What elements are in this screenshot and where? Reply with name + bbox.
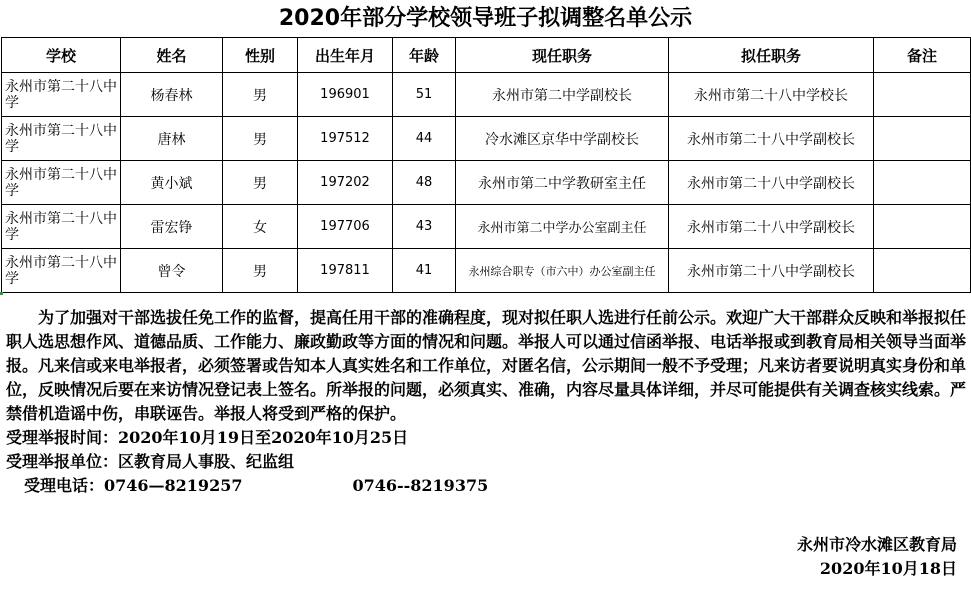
cell-note: [874, 205, 971, 249]
cell-note: [874, 161, 971, 205]
header-birth: 出生年月: [298, 38, 393, 73]
cell-proposed-position: 永州市第二十八中学副校长: [669, 205, 874, 249]
cell-birth: 197706: [298, 205, 393, 249]
table-row: [2, 117, 971, 161]
cell-note: [874, 249, 971, 293]
table-header-row: [2, 38, 971, 73]
page-title: 2020年部分学校领导班子拟调整名单公示: [278, 6, 693, 31]
cell-proposed-position: 永州市第二十八中学副校长: [669, 161, 874, 205]
cell-gender: 男: [223, 161, 298, 205]
cell-age: 41: [393, 249, 456, 293]
report-unit-line: 受理举报单位：区教育局人事股、纪监组: [6, 452, 295, 471]
cell-current-position: 永州市第二中学副校长: [456, 73, 669, 117]
header-age: 年龄: [393, 38, 456, 73]
cell-birth: 197512: [298, 117, 393, 161]
cell-birth: 197202: [298, 161, 393, 205]
cell-note: [874, 73, 971, 117]
table-row: [2, 205, 971, 249]
cell-gender: 男: [223, 73, 298, 117]
cell-name: 曾令: [121, 249, 223, 293]
cell-current-position: 永州市第二中学办公室副主任: [456, 205, 669, 249]
cell-proposed-position: 永州市第二十八中学副校长: [669, 117, 874, 161]
cell-age: 51: [393, 73, 456, 117]
cell-gender: 女: [223, 205, 298, 249]
cell-proposed-position: 永州市第二十八中学校长: [669, 73, 874, 117]
table-row: [2, 73, 971, 117]
cell-age: 43: [393, 205, 456, 249]
table-row: [2, 161, 971, 205]
header-name: 姓名: [121, 38, 223, 73]
cell-name: 杨春林: [121, 73, 223, 117]
roster-table: [1, 37, 971, 293]
cell-age: 44: [393, 117, 456, 161]
cell-name: 黄小斌: [121, 161, 223, 205]
cell-school: 永州市第二十八中学: [2, 205, 121, 249]
cell-corner-marker: [0, 292, 3, 295]
signature-org: 永州市冷水滩区教育局: [796, 535, 957, 554]
cell-school: 永州市第二十八中学: [2, 249, 121, 293]
report-phone-1: 受理电话：0746—8219257: [24, 476, 243, 495]
report-time-line: 受理举报时间：2020年10月19日至2020年10月25日: [6, 428, 409, 447]
cell-name: 唐林: [121, 117, 223, 161]
cell-note: [874, 117, 971, 161]
cell-school: 永州市第二十八中学: [2, 161, 121, 205]
header-current-position: 现任职务: [456, 38, 669, 73]
cell-age: 48: [393, 161, 456, 205]
notice-paragraph: 为了加强对干部选拔任免工作的监督，提高任用干部的准确程度，现对拟任职人选进行任前公示。欢迎广大干部群众反映和举报拟任职人选思想作风、道德品质、工作能力、廉政勤政等方面的情况和问题。举报人可以通过信函举报、电话举报或到教育局相关领导当面举报。凡来信或来电举报者，必须签署或告知本人真实姓名和工作单位，对匿名信，公示期间一般不予受理；凡来访者要说明真实身份和单位，反映情况后要在来访情况登记表上签名。所举报的问题，必须真实、准确，内容尽量具体详细，并尽可能提供有关调查核实线索。严禁借机造谣中伤，串联诬告。举报人将受到严格的保护。: [6, 308, 967, 423]
header-proposed-position: 拟任职务: [669, 38, 874, 73]
cell-school: 永州市第二十八中学: [2, 117, 121, 161]
cell-gender: 男: [223, 117, 298, 161]
cell-current-position: 冷水滩区京华中学副校长: [456, 117, 669, 161]
header-note: 备注: [874, 38, 971, 73]
report-phone-2: 0746--8219375: [352, 476, 489, 495]
header-school: 学校: [2, 38, 121, 73]
cell-name: 雷宏铮: [121, 205, 223, 249]
cell-current-position: 永州综合职专（市六中）办公室副主任: [456, 249, 669, 293]
cell-proposed-position: 永州市第二十八中学副校长: [669, 249, 874, 293]
cell-birth: 197811: [298, 249, 393, 293]
table-row: [2, 249, 971, 293]
cell-current-position: 永州市第二中学教研室主任: [456, 161, 669, 205]
cell-gender: 男: [223, 249, 298, 293]
signature-date: 2020年10月18日: [819, 559, 957, 578]
notice-body: [6, 306, 966, 498]
report-phone-line: [6, 474, 966, 498]
cell-school: 永州市第二十八中学: [2, 73, 121, 117]
header-gender: 性别: [223, 38, 298, 73]
cell-birth: 196901: [298, 73, 393, 117]
